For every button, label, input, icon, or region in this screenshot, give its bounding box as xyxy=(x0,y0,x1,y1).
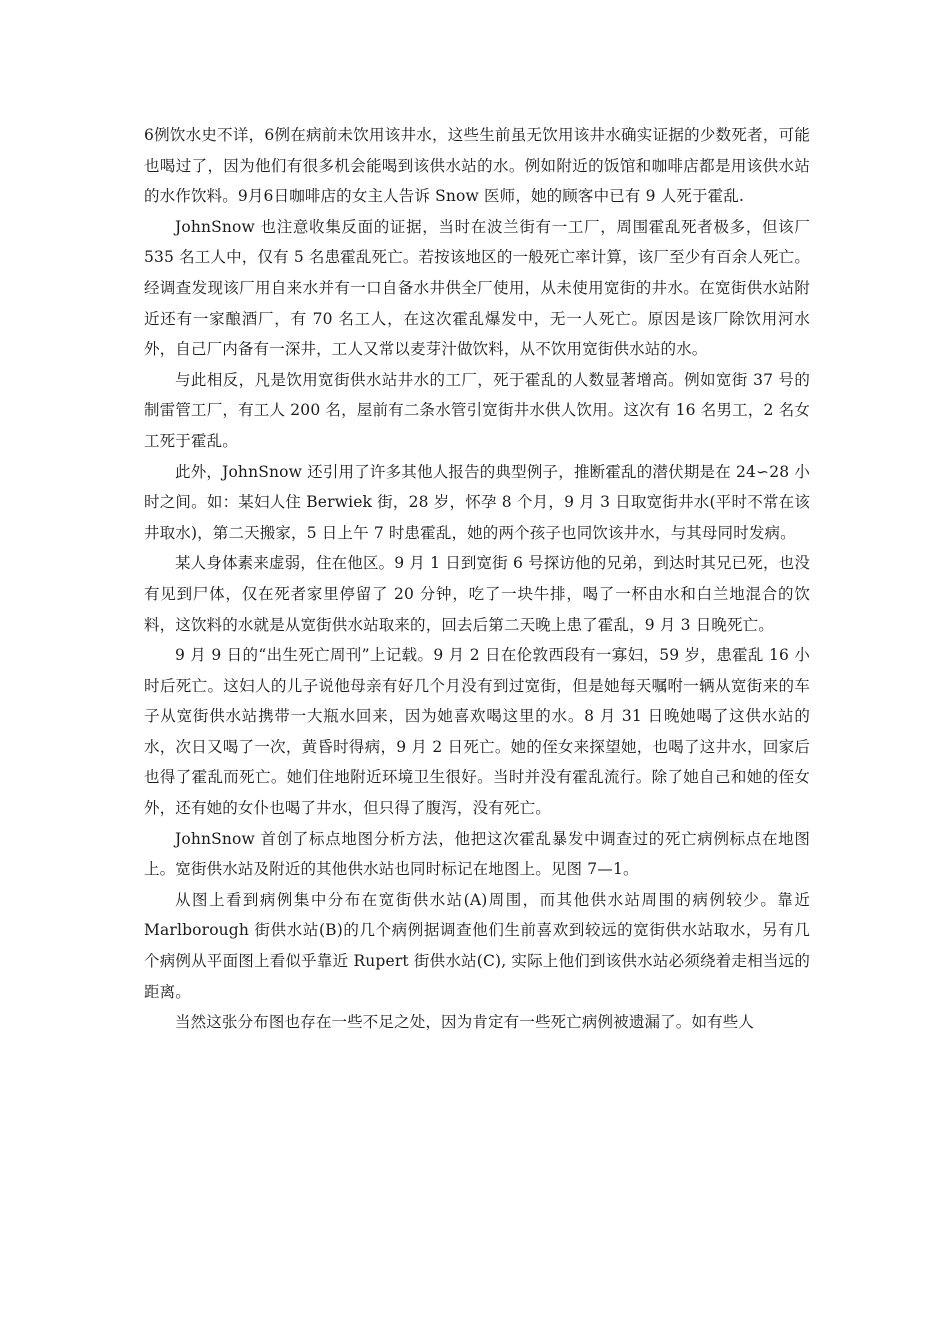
paragraph-5: 某人身体素来虚弱，住在他区。9 月 1 日到宽街 6 号探访他的兄弟，到达时其兄已死，也没有见到尸体，仅在死者家里停留了 20 分钟，吃了一块牛排，喝了一杯由水和白兰地混合的饮料，这饮料的水就是从宽街供水站取来的，回去后第二天晚上患了霍乱，9 月 3 日晚死亡。 xyxy=(144,554,810,634)
paragraph-8: 从图上看到病例集中分布在宽街供水站(A)周围，而其他供水站周围的病例较少。靠近 Marlborough 街供水站(B)的几个病例据调查他们生前喜欢到较远的宽街供水站取水，另有几个病例从平面图上看似乎靠近 Rupert 街供水站(C), 实际上他们到该供水站必须绕着走相当远的距离。 xyxy=(144,890,810,1001)
paragraph-2: JohnSnow 也注意收集反面的证据，当时在波兰街有一工厂，周围霍乱死者极多，但该厂 535 名工人中，仅有 5 名患霍乱死亡。若按该地区的一般死亡率计算，该厂至少有百余人死亡。经调查发现该厂用自来水并有一口自备水井供全厂使用，从未使用宽街的井水。在宽街供水站附近还有一家酿酒厂，有 70 名工人，在这次霍乱爆发中，无一人死亡。原因是该厂除饮用河水外，自己厂内备有一深井，工人又常以麦芽汁做饮料，从不饮用宽街供水站的水。 xyxy=(144,217,810,359)
paragraph-3: 与此相反，凡是饮用宽街供水站井水的工厂，死于霍乱的人数显著增高。例如宽街 37 号的制雷管工厂，有工人 200 名，屋前有二条水管引宽街井水供人饮用。这次有 16 名男工，2 名女工死于霍乱。 xyxy=(144,370,810,450)
paragraph-1: 6例饮水史不详，6例在病前未饮用该井水，这些生前虽无饮用该井水确实证据的少数死者，可能也喝过了，因为他们有很多机会能喝到该供水站的水。例如附近的饭馆和咖啡店都是用该供水站的水作饮料。9月6日咖啡店的女主人告诉 Snow 医师，她的顾客中已有 9 人死于霍乱. xyxy=(144,126,810,206)
document-body xyxy=(144,120,810,1038)
paragraph-6: 9 月 9 日的“出生死亡周刊”上记载。9 月 2 日在伦敦西段有一寡妇，59 岁，患霍乱 16 小时后死亡。这妇人的儿子说他母亲有好几个月没有到过宽街，但是她每天嘱咐一辆从宽街来的车子从宽街供水站携带一大瓶水回来，因为她喜欢喝这里的水。8 月 31 日晚她喝了这供水站的水，次日又喝了一次，黄昏时得病，9 月 2 日死亡。她的侄女来探望她，也喝了这井水，回家后也得了霍乱而死亡。她们住地附近环境卫生很好。当时并没有霍乱流行。除了她自己和她的侄女外，还有她的女仆也喝了井水，但只得了腹泻，没有死亡。 xyxy=(144,646,810,818)
paragraph-7: JohnSnow 首创了标点地图分析方法，他把这次霍乱暴发中调查过的死亡病例标点在地图上。宽街供水站及附近的其他供水站也同时标记在地图上。见图 7—1。 xyxy=(144,829,810,879)
paragraph-4: 此外，JohnSnow 还引用了许多其他人报告的典型例子，推断霍乱的潜伏期是在 24∽28 小时之间。如：某妇人住 Berwiek 街，28 岁，怀孕 8 个月，9 月 3 日取宽街井水(平时不常在该井取水)，第二天搬家，5 日上午 7 时患霍乱，她的两个孩子也同饮该井水，与其母同时发病。 xyxy=(144,462,810,542)
paragraph-9: 当然这张分布图也存在一些不足之处，因为肯定有一些死亡病例被遗漏了。如有些人 xyxy=(175,1013,755,1032)
